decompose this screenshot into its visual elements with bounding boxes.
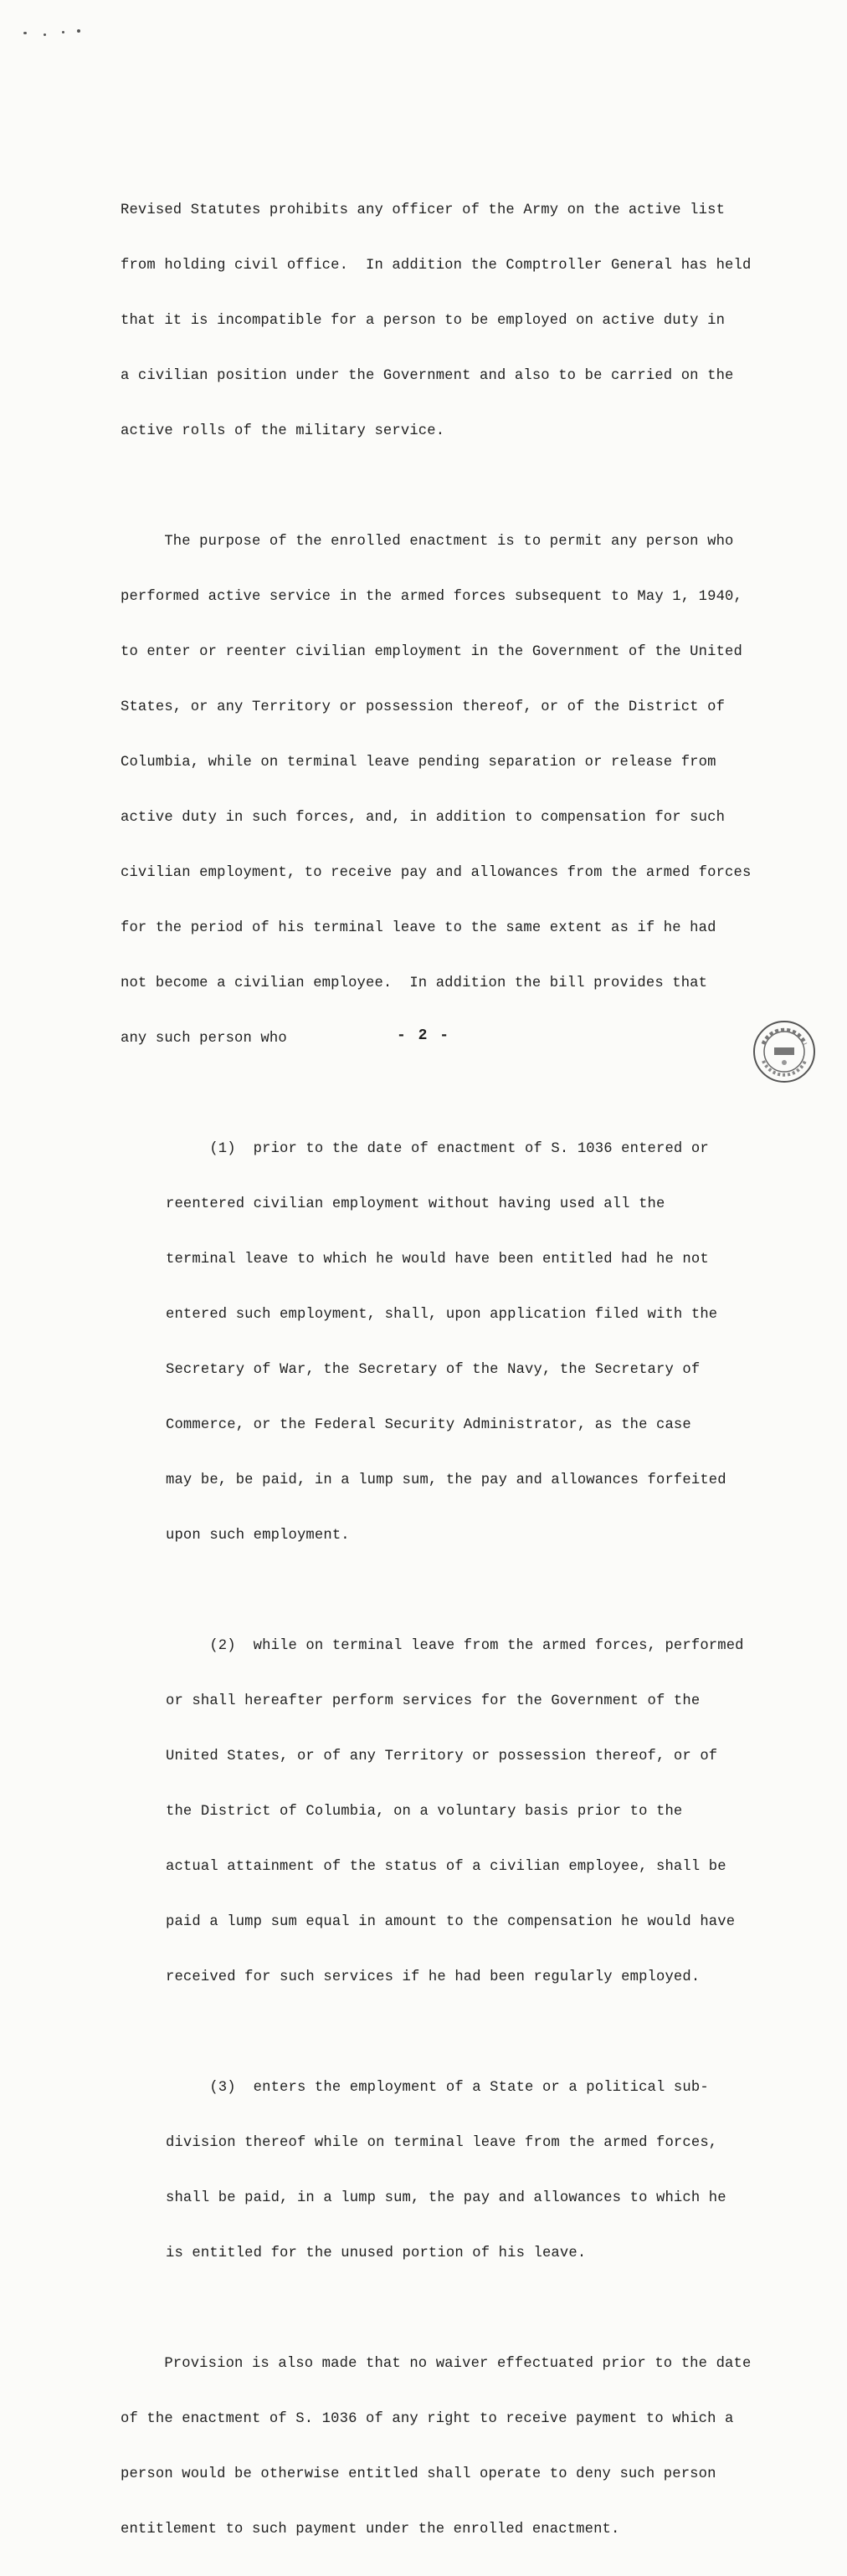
text-line: from holding civil office. In addition the Comptroller General has held	[121, 258, 752, 274]
list-item-1	[166, 1104, 790, 1582]
text-line: paid a lump sum equal in amount to the compensation he would have	[166, 1914, 736, 1930]
text-line: (2) while on terminal leave from the armed forces, performed	[166, 1638, 744, 1654]
text-line: upon such employment.	[166, 1528, 350, 1544]
paragraph-purpose	[121, 496, 790, 1085]
text-line: for the period of his terminal leave to the same extent as if he had	[121, 920, 716, 936]
speck	[23, 32, 27, 34]
text-line: a civilian position under the Government and also to be carried on the	[121, 368, 734, 384]
text-line: division thereof while on terminal leave from the armed forces,	[166, 2135, 718, 2151]
text-line: active rolls of the military service.	[121, 423, 445, 439]
paragraph-closing	[121, 2318, 790, 2576]
text-line: (3) enters the employment of a State or a political sub-	[166, 2080, 709, 2096]
text-line: or shall hereafter perform services for the Government of the	[166, 1693, 701, 1709]
text-line: Secretary of War, the Secretary of the Navy, the Secretary of	[166, 1362, 701, 1378]
scan-specks	[23, 25, 99, 38]
text-line: Revised Statutes prohibits any officer of the Army on the active list	[121, 202, 726, 218]
text-line: received for such services if he had been regularly employed.	[166, 1969, 701, 1985]
text-line: the District of Columbia, on a voluntary basis prior to the	[166, 1804, 683, 1820]
speck	[77, 29, 80, 33]
paragraph-intro	[121, 165, 790, 478]
text-line: person would be otherwise entitled shall operate to deny such person	[121, 2466, 716, 2482]
text-line: civilian employment, to receive pay and allowances from the armed forces	[121, 865, 752, 881]
document-body	[121, 165, 790, 2576]
text-line: actual attainment of the status of a civilian employee, shall be	[166, 1859, 726, 1875]
text-line: Provision is also made that no waiver effectuated prior to the date	[121, 2356, 752, 2372]
text-line: The purpose of the enrolled enactment is to permit any person who	[121, 534, 734, 550]
page-number: - 2 -	[396, 1027, 450, 1044]
text-line: shall be paid, in a lump sum, the pay and allowances to which he	[166, 2190, 726, 2206]
text-line: terminal leave to which he would have been entitled had he not	[166, 1252, 709, 1268]
speck	[62, 31, 64, 33]
text-line: United States, or of any Territory or possession thereof, or of	[166, 1749, 718, 1764]
text-line: any such person who	[121, 1031, 287, 1047]
text-line: Commerce, or the Federal Security Administrator, as the case	[166, 1417, 691, 1433]
text-line: performed active service in the armed forces subsequent to May 1, 1940,	[121, 589, 742, 605]
text-line: entitlement to such payment under the enrolled enactment.	[121, 2522, 620, 2538]
text-line: (1) prior to the date of enactment of S. 1036 entered or	[166, 1141, 709, 1157]
archive-stamp-icon	[752, 1019, 817, 1084]
list-item-3	[166, 2042, 790, 2300]
text-line: may be, be paid, in a lump sum, the pay and allowances forfeited	[166, 1472, 726, 1488]
text-line: States, or any Territory or possession thereof, or of the District of	[121, 699, 726, 715]
text-line: reentered civilian employment without having used all the	[166, 1196, 665, 1212]
text-line: active duty in such forces, and, in addition to compensation for such	[121, 810, 726, 826]
text-line: is entitled for the unused portion of his leave.	[166, 2246, 587, 2261]
text-line: entered such employment, shall, upon application filed with the	[166, 1307, 718, 1323]
list-item-2	[166, 1600, 790, 2024]
text-line: of the enactment of S. 1036 of any right to receive payment to which a	[121, 2411, 734, 2427]
speck	[44, 33, 46, 36]
text-line: to enter or reenter civilian employment in the Government of the United	[121, 644, 742, 660]
text-line: that it is incompatible for a person to be employed on active duty in	[121, 313, 726, 329]
text-line: not become a civilian employee. In addition the bill provides that	[121, 976, 708, 991]
text-line: Columbia, while on terminal leave pending separation or release from	[121, 755, 716, 771]
